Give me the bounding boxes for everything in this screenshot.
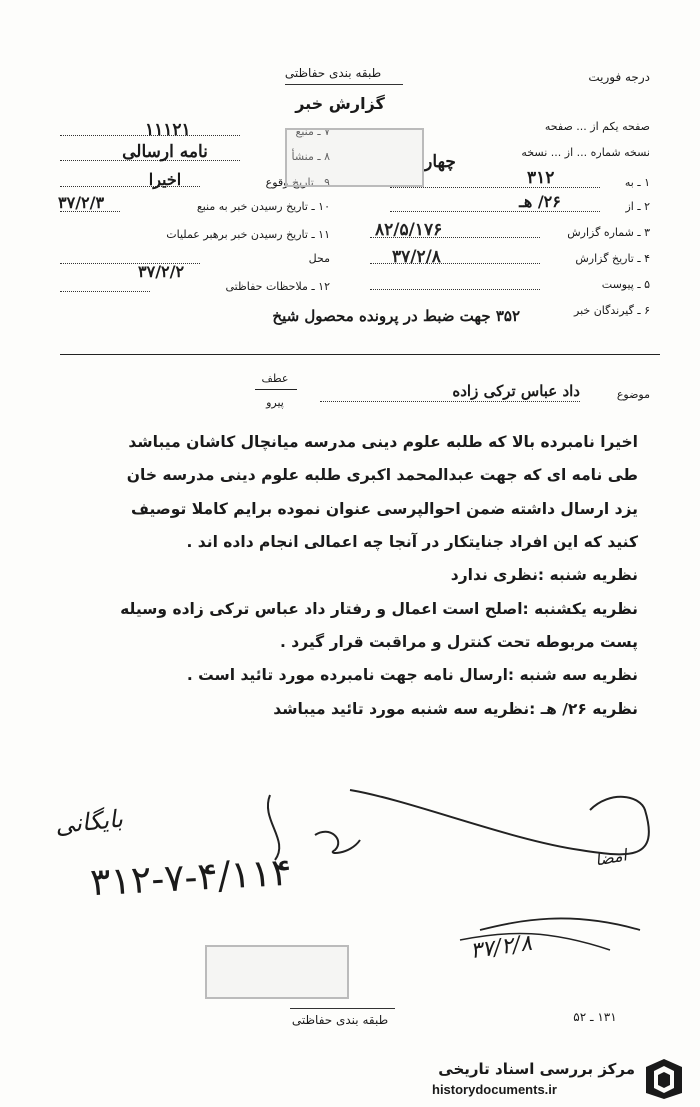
body-line: طی نامه ای که جهت عبدالمحمد اکبری طلبه علوم دینی مدرسه خان <box>126 466 638 484</box>
field-to-line <box>390 187 600 188</box>
field-origin-value: نامه ارسالی <box>122 142 208 162</box>
body-line: کنید که این افراد جنایتکار در آنجا چه اعمالی انجام داده اند . <box>186 533 638 551</box>
field-to-label: ۱ ـ به <box>624 176 650 189</box>
page-count-label: صفحه یکم از ... صفحه <box>544 120 650 133</box>
field-occurrence-value: اخیرا <box>148 170 182 189</box>
body-line: نظریه ۲۶/ هـ :نظریه سه شنبه مورد تائید میباشد <box>273 700 638 718</box>
attachment-label: ۵ ـ پیوست <box>601 278 650 291</box>
attachment-line <box>370 289 540 290</box>
watermark-logo-icon <box>640 1055 688 1103</box>
distribution-note: ۳۵۲ جهت ضبط در پرونده محصول شیخ <box>272 307 520 325</box>
classification-top: طبقه بندی حفاظتی <box>284 66 382 80</box>
field-origin-label: ۸ ـ منشأ <box>291 150 330 163</box>
urgency-label: درجه فوریت <box>588 70 650 84</box>
body-line: پست مربوطه تحت کنترل و مراقبت قرار گیرد . <box>279 633 638 651</box>
copy-number-label: نسخه شماره ... از ... نسخه <box>521 146 650 159</box>
faint-stamp-bottom <box>205 945 349 999</box>
form-code: ۱۳۱ ـ ۵۲ <box>573 1010 617 1024</box>
field-source-label: ۷ ـ منبع <box>295 125 330 138</box>
body-line: نظریه سه شنبه :ارسال نامه جهت نامبرده مورد تائید است . <box>186 666 638 684</box>
field-from-label: ۲ ـ از <box>625 200 650 213</box>
field-from-value: ۲۶/ هـ <box>519 192 561 211</box>
section-divider <box>60 354 660 355</box>
classification-underline <box>285 84 403 85</box>
atf-label: عطف <box>261 372 289 385</box>
field-security-notes-line <box>60 291 150 292</box>
classification-bottom: طبقه بندی حفاظتی <box>291 1013 389 1027</box>
field-location-label: محل <box>308 252 330 265</box>
body-line: اخیرا نامبرده بالا که طلبه علوم دینی مدرسه میانچال کاشان میباشد <box>128 433 638 451</box>
subject-line <box>320 401 580 402</box>
body-line: نظریه یکشنبه :اصلح است اعمال و رفتار داد عباس ترکی زاده وسیله <box>120 600 638 618</box>
report-number-value: ۸۲/۵/۱۷۶ <box>375 220 443 240</box>
atf-sub-label: پیرو <box>266 396 284 409</box>
handwritten-archive-note: بایگانی <box>53 804 125 840</box>
atf-underline <box>255 389 297 390</box>
field-security-notes-label: ۱۲ ـ ملاحظات حفاظتی <box>225 280 330 293</box>
recipients-label: ۶ ـ گیرندگان خبر <box>574 304 650 317</box>
footer-classification-overline <box>290 1008 395 1009</box>
field-source-value: ۱۱۱۲۱ <box>145 120 191 140</box>
field-received-value: ۳۷/۲/۳ <box>58 193 105 212</box>
watermark-org-name: مرکز بررسی اسناد تاریخی <box>438 1060 635 1078</box>
field-to-value: ۳۱۲ <box>527 168 555 188</box>
handwritten-signature: امضا <box>593 845 629 870</box>
faint-stamp-top <box>285 128 424 187</box>
field-occurrence-label: ۹ ـ تاریخ وقوع <box>265 176 330 189</box>
body-line: یزد ارسال داشته ضمن احوالپرسی عنوان نموده برایم کاملا توصیف <box>131 500 638 518</box>
report-date-label: ۴ ـ تاریخ گزارش <box>575 252 650 265</box>
handwritten-date: ۳۷/۲/۸ <box>468 930 534 965</box>
body-line: نظریه شنبه :نظری ندارد <box>450 566 638 584</box>
field-from-line <box>390 211 600 212</box>
field-location-value: ۳۷/۲/۲ <box>138 262 185 281</box>
handwritten-file-number: ۳۱۲-۷-۴/۱۱۴ <box>88 849 293 905</box>
report-number-label: ۳ ـ شماره گزارش <box>567 226 650 239</box>
field-received-label: ۱۰ ـ تاریخ رسیدن خبر به منبع <box>196 200 330 213</box>
report-title: گزارش خبر <box>295 94 385 113</box>
subject-value: داد عباس ترکی زاده <box>452 382 580 400</box>
report-date-value: ۳۷/۲/۸ <box>392 247 441 267</box>
watermark-url: historydocuments.ir <box>432 1082 557 1097</box>
field-operations-label: ۱۱ ـ تاریخ رسیدن خبر برهبر عملیات <box>166 228 330 241</box>
copy-number-value: چهار <box>424 152 456 172</box>
subject-label: موضوع <box>616 388 650 401</box>
